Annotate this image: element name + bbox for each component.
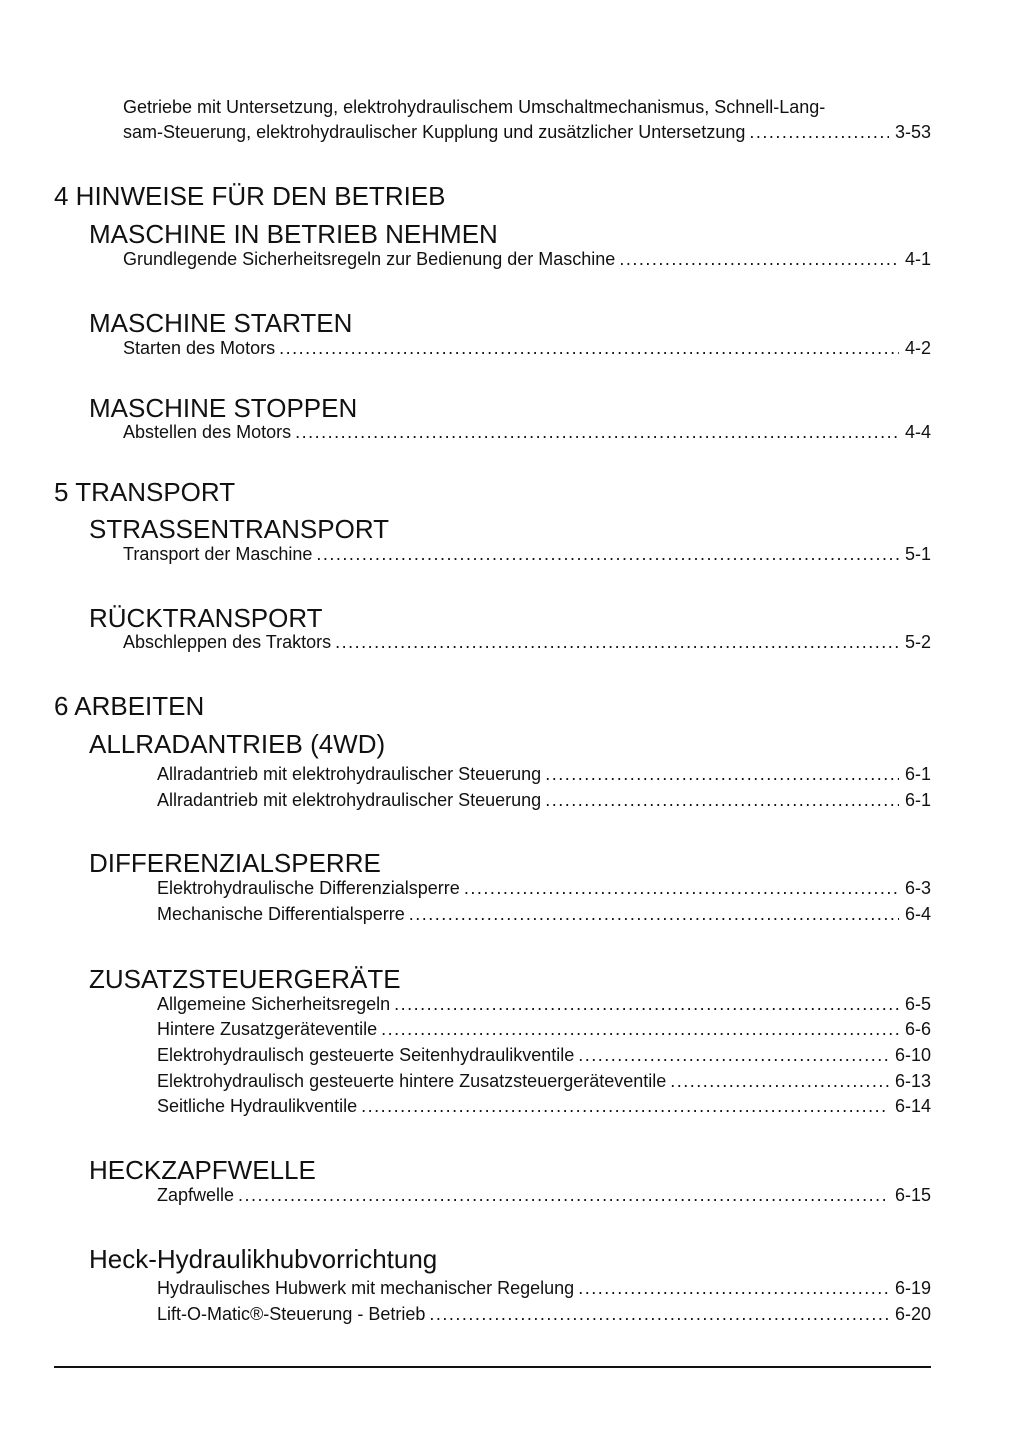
section-heading: ALLRADANTRIEB (4WD) <box>89 729 386 759</box>
toc-entry-intro-line1 <box>123 95 933 119</box>
toc-entry[interactable] <box>123 543 931 565</box>
dot-leader <box>295 421 899 443</box>
chapter-heading-4: 4 HINWEISE FÜR DEN BETRIEB <box>54 181 446 211</box>
toc-entry-title: sam-Steuerung, elektrohydraulischer Kupplung und zusätzlicher Untersetzung <box>123 122 746 142</box>
dot-leader <box>279 337 899 359</box>
toc-entry-page: 6-14 <box>894 1096 931 1116</box>
toc-entry-title: Seitliche Hydraulikventile <box>157 1096 358 1116</box>
toc-entry-page: 6-6 <box>904 1019 931 1039</box>
toc-entry-title: Transport der Maschine <box>123 544 313 564</box>
toc-entry[interactable] <box>157 763 931 785</box>
toc-entry-title: Hintere Zusatzgeräteventile <box>157 1019 378 1039</box>
dot-leader <box>578 1044 889 1066</box>
toc-entry-title: Abstellen des Motors <box>123 422 292 442</box>
toc-entry[interactable] <box>157 877 931 899</box>
toc-entry-title: Elektrohydraulische Differenzialsperre <box>157 878 460 898</box>
toc-entry-title: Lift-O-Matic®-Steuerung - Betrieb <box>157 1304 426 1324</box>
toc-entry[interactable] <box>157 1070 931 1092</box>
toc-entry-page: 6-5 <box>904 994 931 1014</box>
toc-entry-page: 6-20 <box>894 1304 931 1324</box>
dot-leader <box>316 543 899 565</box>
toc-entry[interactable] <box>157 1044 931 1066</box>
section-heading: MASCHINE IN BETRIEB NEHMEN <box>89 219 498 249</box>
toc-entry-title: Zapfwelle <box>157 1185 235 1205</box>
toc-entry[interactable] <box>157 1184 931 1206</box>
section-heading: RÜCKTRANSPORT <box>89 603 323 633</box>
toc-entry[interactable] <box>157 1095 931 1117</box>
dot-leader <box>238 1184 889 1206</box>
dot-leader <box>545 763 899 785</box>
toc-entry-page: 4-2 <box>904 338 931 358</box>
dot-leader <box>464 877 899 899</box>
dot-leader <box>429 1303 889 1325</box>
toc-entry-title: Elektrohydraulisch gesteuerte Seitenhydraulikventile <box>157 1045 575 1065</box>
chapter-heading-6: 6 ARBEITEN <box>54 691 205 721</box>
toc-entry-page: 5-2 <box>904 632 931 652</box>
section-heading: HECKZAPFWELLE <box>89 1155 316 1185</box>
toc-entry-page: 6-13 <box>894 1071 931 1091</box>
toc-entry[interactable] <box>123 631 931 653</box>
toc-entry-page: 6-19 <box>894 1278 931 1298</box>
toc-entry[interactable] <box>157 993 931 1015</box>
section-heading: ZUSATZSTEUERGERÄTE <box>89 964 401 994</box>
toc-entry-title: Allradantrieb mit elektrohydraulischer Steuerung <box>157 790 542 810</box>
footer-rule <box>54 1366 931 1368</box>
section-heading: STRASSENTRANSPORT <box>89 514 390 544</box>
dot-leader <box>749 121 889 143</box>
toc-entry[interactable] <box>157 903 931 925</box>
toc-entry[interactable] <box>123 248 931 270</box>
toc-entry-title: Hydraulisches Hubwerk mit mechanischer Regelung <box>157 1278 575 1298</box>
section-heading: Heck-Hydraulikhubvorrichtung <box>89 1244 438 1274</box>
toc-entry[interactable] <box>157 1018 931 1040</box>
toc-entry-page: 6-1 <box>904 764 931 784</box>
toc-entry-intro[interactable] <box>123 121 931 143</box>
toc-entry-title: Abschleppen des Traktors <box>123 632 332 652</box>
dot-leader <box>670 1070 889 1092</box>
toc-entry-page: 6-3 <box>904 878 931 898</box>
section-heading: MASCHINE STOPPEN <box>89 393 358 423</box>
dot-leader <box>394 993 899 1015</box>
dot-leader <box>335 631 899 653</box>
dot-leader <box>361 1095 889 1117</box>
toc-entry-page: 3-53 <box>894 122 931 142</box>
toc-entry[interactable] <box>157 1277 931 1299</box>
toc-entry-title: Elektrohydraulisch gesteuerte hintere Zusatzsteuergeräteventile <box>157 1071 667 1091</box>
toc-entry-page: 4-4 <box>904 422 931 442</box>
toc-entry[interactable] <box>157 789 931 811</box>
section-heading: MASCHINE STARTEN <box>89 308 353 338</box>
toc-entry-title: Mechanische Differentialsperre <box>157 904 405 924</box>
toc-entry-title: Allgemeine Sicherheitsregeln <box>157 994 391 1014</box>
toc-entry-page: 6-10 <box>894 1045 931 1065</box>
toc-entry-page: 6-1 <box>904 790 931 810</box>
dot-leader <box>381 1018 899 1040</box>
dot-leader <box>409 903 899 925</box>
toc-entry[interactable] <box>157 1303 931 1325</box>
toc-entry-title: Starten des Motors <box>123 338 276 358</box>
toc-entry-title: Allradantrieb mit elektrohydraulischer Steuerung <box>157 764 542 784</box>
chapter-heading-5: 5 TRANSPORT <box>54 477 236 507</box>
toc-entry[interactable] <box>123 337 931 359</box>
section-heading: DIFFERENZIALSPERRE <box>89 848 381 878</box>
dot-leader <box>619 248 899 270</box>
toc-entry-page: 6-15 <box>894 1185 931 1205</box>
toc-entry-page: 4-1 <box>904 249 931 269</box>
toc-entry-title: Grundlegende Sicherheitsregeln zur Bedienung der Maschine <box>123 249 616 269</box>
toc-entry[interactable] <box>123 421 931 443</box>
toc-entry-title: Getriebe mit Untersetzung, elektrohydraulischem Umschaltmechanismus, Schnell-Lang- <box>123 97 826 117</box>
toc-entry-page: 6-4 <box>904 904 931 924</box>
dot-leader <box>578 1277 889 1299</box>
toc-entry-page: 5-1 <box>904 544 931 564</box>
dot-leader <box>545 789 899 811</box>
